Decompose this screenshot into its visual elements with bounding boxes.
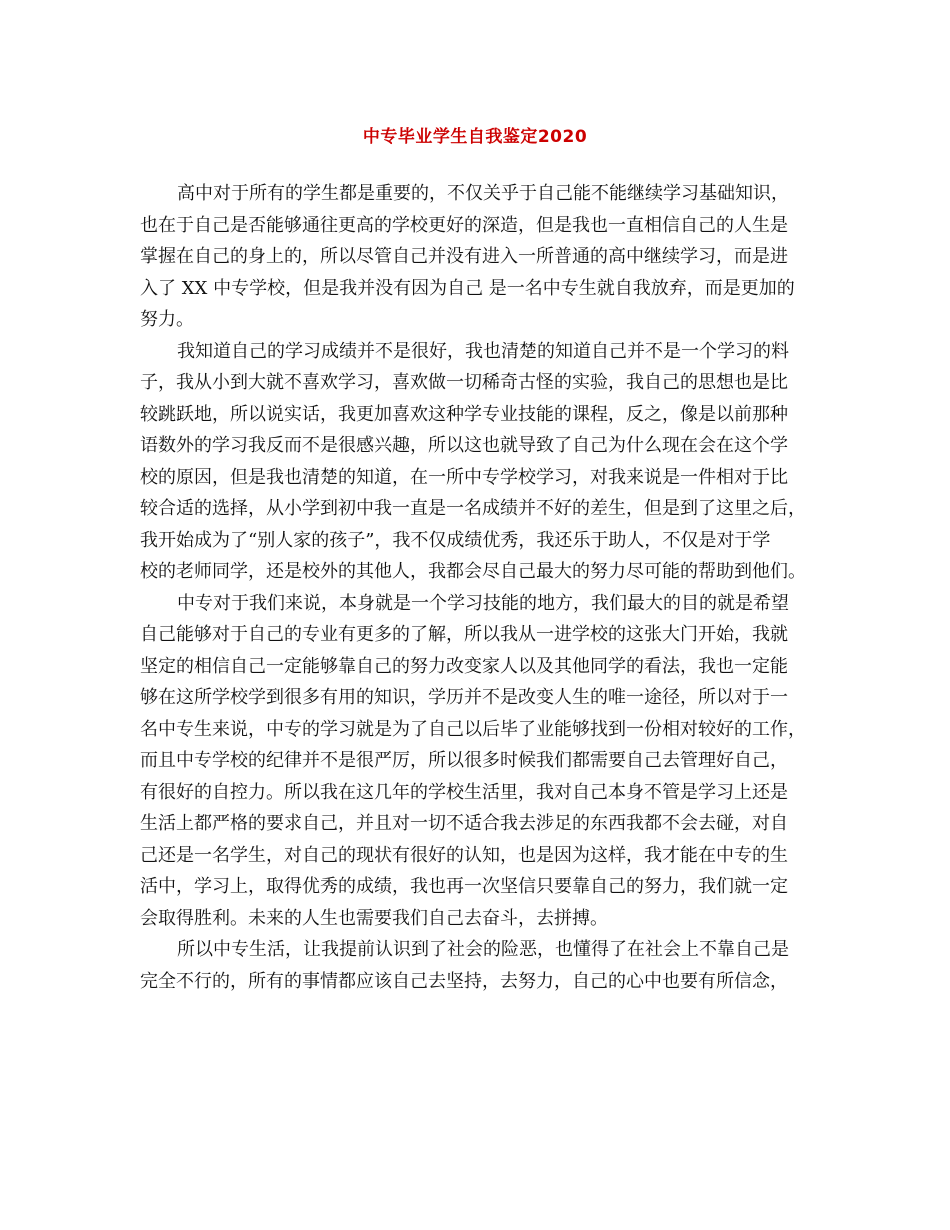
text-line: 也在于自己是否能够通往更高的学校更好的深造，但是我也一直相信自己的人生是: [140, 214, 788, 236]
text-line: 名中专生来说，中专的学习就是为了自己以后毕了业能够找到一份相对较好的工作，: [140, 718, 806, 740]
text-line: 较合适的选择，从小学到初中我一直是一名成绩并不好的差生，但是到了这里之后，: [140, 498, 806, 519]
text-line: 入了 XX 中专学校，但是我并没有因为自己 是一名中专生就自我放弃，而是更加的: [140, 277, 795, 299]
text-line: 语数外的学习我反而不是很感兴趣，所以这也就导致了自己为什么现在会在这个学: [140, 435, 788, 456]
text-line: 会取得胜利。未来的人生也需要我们自己去奋斗，去拼搏。: [140, 907, 608, 929]
text-line: 掌握在自己的身上的，所以尽管自己并没有进入一所普通的高中继续学习，而是进: [140, 246, 788, 267]
text-line: 所以中专生活，让我提前认识到了社会的险恶，也懂得了在社会上不靠自己是: [177, 939, 789, 960]
text-line: 活中，学习上，取得优秀的成绩，我也再一次坚信只要靠自己的努力，我们就一定: [140, 876, 788, 897]
text-line: 校的原因，但是我也清楚的知道，在一所中专学校学习，对我来说是一件相对于比: [140, 466, 788, 488]
text-line: 生活上都严格的要求自己，并且对一切不适合我去涉足的东西我都不会去碰，对自: [140, 813, 788, 834]
text-line: 中专对于我们来说，本身就是一个学习技能的地方，我们最大的目的就是希望: [177, 592, 789, 614]
text-line: 子，我从小到大就不喜欢学习，喜欢做一切稀奇古怪的实验，我自己的思想也是比: [140, 372, 788, 393]
text-line: 有很好的自控力。所以我在这几年的学校生活里，我对自己本身不管是学习上还是: [140, 781, 788, 803]
text-line: 较跳跃地，所以说实话，我更加喜欢这种学专业技能的课程，反之，像是以前那种: [140, 403, 788, 425]
text-line: 坚定的相信自己一定能够靠自己的努力改变家人以及其他同学的看法，我也一定能: [140, 655, 788, 677]
text-line: 我知道自己的学习成绩并不是很好，我也清楚的知道自己并不是一个学习的料: [177, 340, 789, 362]
document-body: [140, 178, 820, 997]
text-line: 够在这所学校学到很多有用的知识，学历并不是改变人生的唯一途径，所以对于一: [140, 687, 788, 708]
text-line: 己还是一名学生，对自己的现状有很好的认知，也是因为这样，我才能在中专的生: [140, 844, 788, 866]
text-line: 高中对于所有的学生都是重要的，不仅关乎于自己能不能继续学习基础知识，: [177, 183, 789, 204]
text-line: 而且中专学校的纪律并不是很严厉，所以很多时候我们都需要自己去管理好自己，: [140, 750, 788, 771]
text-line: 完全不行的，所有的事情都应该自己去坚持，去努力，自己的心中也要有所信念，: [140, 970, 788, 992]
text-line: 自己能够对于自己的专业有更多的了解，所以我从一进学校的这张大门开始，我就: [140, 624, 788, 645]
document-title: 中专毕业学生自我鉴定2020: [362, 127, 588, 147]
text-line: 努力。: [140, 309, 194, 330]
text-line: 我开始成为了“别人家的孩子”，我不仅成绩优秀，我还乐于助人，不仅是对于学: [140, 529, 771, 551]
text-line: 校的老师同学，还是校外的其他人，我都会尽自己最大的努力尽可能的帮助到他们。: [140, 561, 806, 582]
